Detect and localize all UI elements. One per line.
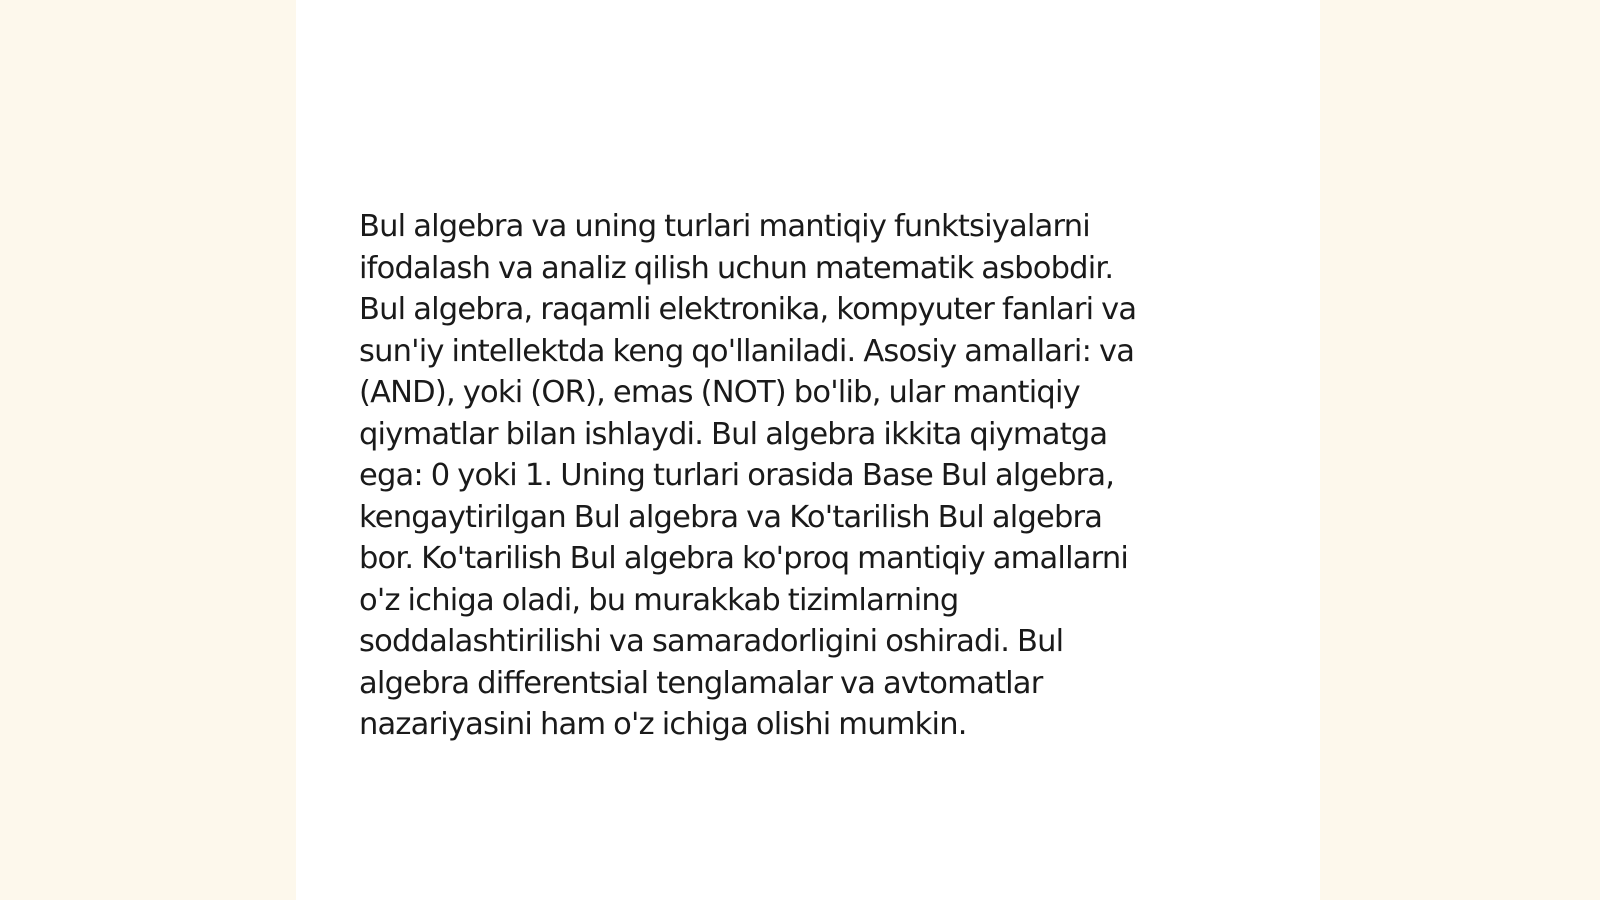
body-paragraph: Bul algebra va uning turlari mantiqiy funktsiyalarni ifodalash va analiz qilish uchun matematik asbobdir. Bul algebra, raqamli elektronika, kompyuter fanlari va sun'iy intellektda keng qo'llaniladi. Asosiy amallari: va (AND), yoki (OR), emas (NOT) bo'lib, ular mantiqiy qiymatlar bilan ishlaydi. Bul algebra ikkita qiymatga ega: 0 yoki 1. Uning turlari orasida Base Bul algebra, kengaytirilgan Bul algebra va Ko'tarilish Bul algebra bor. Ko'tarilish Bul algebra ko'proq mantiqiy amallarni o'z ichiga oladi, bu murakkab tizimlarning soddalashtirilishi va samaradorligini oshiradi. Bul algebra differentsial tenglamalar va avtomatlar nazariyasini ham o'z ichiga olishi mumkin. bbox=[359, 209, 1137, 742]
document-page bbox=[296, 0, 1320, 900]
